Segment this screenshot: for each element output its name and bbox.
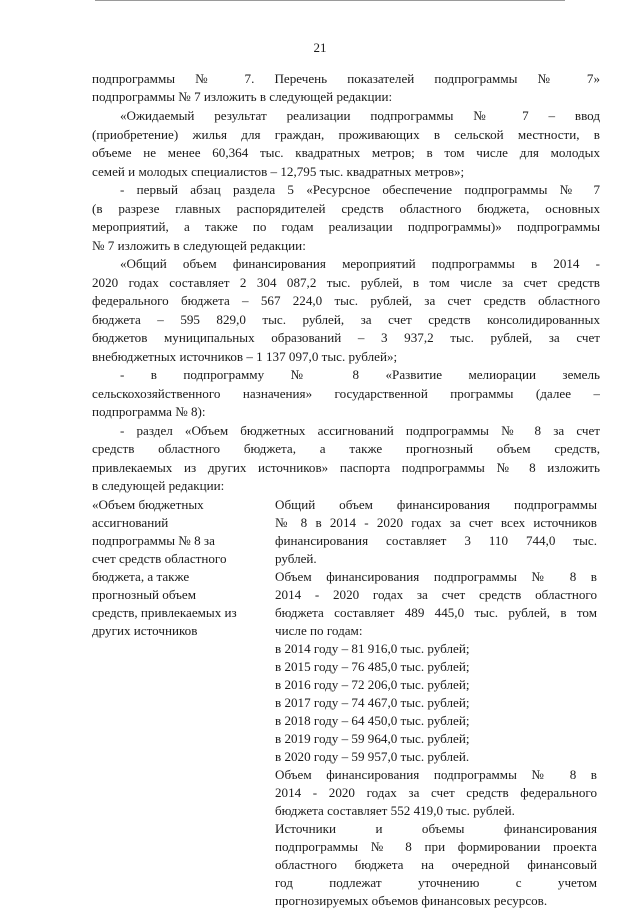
body-line: бюджета – 595 829,0 тыс. рублей, за счет средств консолидированных [92, 312, 600, 327]
table-right-line: в 2014 году – 81 916,0 тыс. рублей; [275, 641, 470, 656]
table-right-line: в 2015 году – 76 485,0 тыс. рублей; [275, 659, 470, 674]
body-line: - в подпрограмму № 8 «Развитие мелиорации земель [120, 367, 600, 382]
body-line: в следующей редакции: [92, 478, 225, 493]
table-left-line: «Объем бюджетных [92, 497, 204, 512]
table-right-line: подпрограммы № 8 при формировании проекта [275, 839, 597, 854]
body-line: бюджетов муниципальных образований – 3 937,2 тыс. рублей, за счет [92, 330, 600, 345]
table-right-line: бюджета составляет 552 419,0 тыс. рублей. [275, 803, 515, 818]
body-line: федерального бюджета – 567 224,0 тыс. рублей, за счет средств областного [92, 293, 600, 308]
table-right-line: 2014 - 2020 годах за счет средств федерального [275, 785, 597, 800]
table-right-column [275, 496, 597, 910]
table-right-line: в 2017 году – 74 467,0 тыс. рублей; [275, 695, 470, 710]
table-left-line: прогнозный объем [92, 587, 197, 602]
table-right-line: областного бюджета на очередной финансовый [275, 857, 597, 872]
table-right-line: год подлежат уточнению с учетом [275, 875, 597, 890]
table-left-line: других источников [92, 623, 198, 638]
table-right-line: прогнозируемых объемов финансовых ресурсов. [275, 893, 548, 908]
body-line: «Ожидаемый результат реализации подпрограммы № 7 – ввод [120, 108, 600, 123]
table-left-line: средств, привлекаемых из [92, 605, 237, 620]
table-left-column [92, 496, 270, 640]
body-line: средств областного бюджета, а также прогнозный объем средств, [92, 441, 600, 456]
body-line: подпрограмма № 8): [92, 404, 206, 419]
body-line: семей и молодых специалистов – 12,795 тыс. квадратных метров»; [92, 164, 465, 179]
table-right-line: в 2016 году – 72 206,0 тыс. рублей; [275, 677, 470, 692]
table-right-line: бюджета составляет 489 445,0 тыс. рублей, в том [275, 605, 597, 620]
body-line: привлекаемых из других источников» паспорта подпрограммы № 8 изложить [92, 460, 600, 475]
body-line: «Общий объем финансирования мероприятий подпрограммы в 2014 - [120, 256, 600, 271]
table-right-line: Объем финансирования подпрограммы № 8 в [275, 767, 597, 782]
body-line: - раздел «Объем бюджетных ассигнований подпрограммы № 8 за счет [120, 423, 600, 438]
table-right-line: Источники и объемы финансирования [275, 821, 597, 836]
body-line: - первый абзац раздела 5 «Ресурсное обеспечение подпрограммы № 7 [120, 182, 600, 197]
table-left-line: счет средств областного [92, 551, 227, 566]
page-number: 21 [313, 40, 327, 55]
table-right-line: № 8 в 2014 - 2020 годах за счет всех источников [275, 515, 597, 530]
table-left-line: бюджета, а также [92, 569, 190, 584]
table-right-line: финансирования составляет 3 110 744,0 тыс. [275, 533, 597, 548]
body-line: мероприятий, а также по годам реализации подпрограммы)» подпрограммы [92, 219, 600, 234]
table-right-line: в 2018 году – 64 450,0 тыс. рублей; [275, 713, 470, 728]
table-right-line: Объем финансирования подпрограммы № 8 в [275, 569, 597, 584]
body-line: объеме не менее 60,364 тыс. квадратных метров; в том числе для молодых [92, 145, 600, 160]
table-right-line: в 2019 году – 59 964,0 тыс. рублей; [275, 731, 470, 746]
body-line: (в разрезе главных распорядителей средств областного бюджета, основных [92, 201, 600, 216]
table-right-line: в 2020 году – 59 957,0 тыс. рублей. [275, 749, 470, 764]
body-line: № 7 изложить в следующей редакции: [92, 238, 306, 253]
body-line: внебюджетных источников – 1 137 097,0 тыс. рублей»; [92, 349, 398, 364]
body-line: подпрограммы № 7 изложить в следующей редакции: [92, 89, 393, 104]
body-line: подпрограммы № 7. Перечень показателей подпрограммы № 7» [92, 71, 600, 86]
body-line: (приобретение) жилья для граждан, проживающих в сельской местности, в [92, 127, 600, 142]
body-line: сельскохозяйственного назначения» государственной программы (далее – [92, 386, 600, 401]
table-left-line: ассигнований [92, 515, 169, 530]
body-line: 2020 годах составляет 2 304 087,2 тыс. рублей, в том числе за счет средств [92, 275, 600, 290]
table-right-line: числе по годам: [275, 623, 363, 638]
top-border-line [95, 0, 565, 1]
table-right-line: рублей. [275, 551, 317, 566]
table-left-line: подпрограммы № 8 за [92, 533, 215, 548]
table-right-line: Общий объем финансирования подпрограммы [275, 497, 597, 512]
table-right-line: 2014 - 2020 годах за счет средств областного [275, 587, 597, 602]
